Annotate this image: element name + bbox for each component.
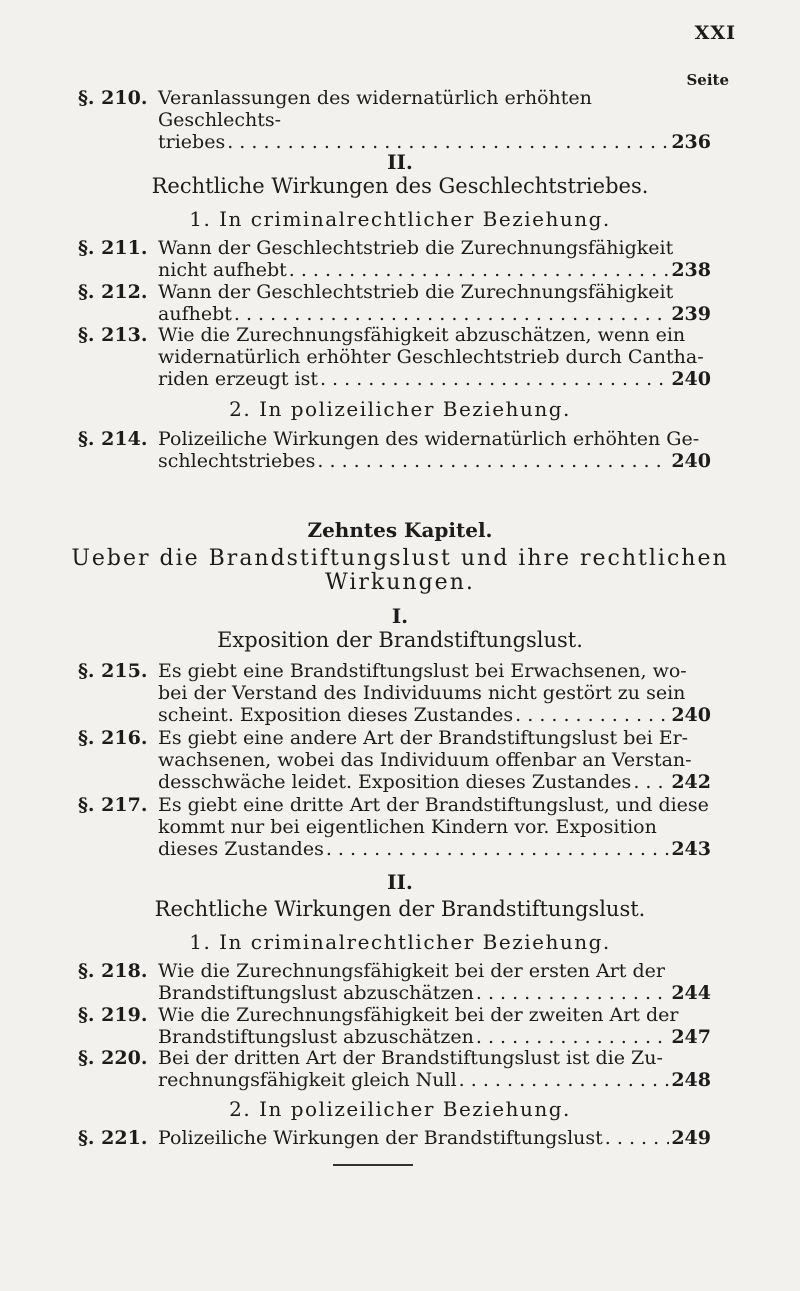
entry-text-line: Wann der Geschlechtstrieb die Zurechnungsfähigkeit — [158, 281, 674, 303]
dot-leader — [289, 259, 670, 281]
entry-text-line: Es giebt eine dritte Art der Brandstiftungslust, und diese — [158, 794, 709, 816]
entry-text-line: kommt nur bei eigentlichen Kindern vor. Exposition — [158, 816, 657, 838]
toc-entry-210 — [78, 87, 711, 153]
entry-text-line: Wie die Zurechnungsfähigkeit abzuschätzen, wenn ein — [158, 324, 686, 346]
section-number: §. 217. — [78, 794, 148, 816]
chapter-heading: Zehntes Kapitel. — [307, 518, 493, 542]
dot-leader — [234, 303, 669, 325]
section-number: §. 216. — [78, 727, 148, 749]
section-number: §. 212. — [78, 281, 148, 303]
entry-text-line: Bei der dritten Art der Brandstiftungslust ist die Zu- — [158, 1047, 663, 1069]
page-reference: 249 — [671, 1127, 711, 1149]
entry-text-last-line: dieses Zustandes — [158, 838, 324, 860]
entry-text-last-line: riden erzeugt ist — [158, 368, 318, 390]
subheading-police-2: 2. In polizeilicher Beziehung. — [229, 1097, 571, 1121]
entry-text-last-line: rechnungsfähigkeit gleich Null — [158, 1069, 457, 1091]
page-number: XXI — [694, 22, 736, 44]
subheading-police-1: 2. In polizeilicher Beziehung. — [229, 397, 571, 421]
page-reference: 240 — [671, 704, 711, 726]
entry-text-line: Polizeiliche Wirkungen des widernatürlich erhöhten Ge- — [158, 428, 700, 450]
entry-text-last-line: desschwäche leidet. Exposition dieses Zustandes — [158, 771, 632, 793]
entry-text-line: Es giebt eine andere Art der Brandstiftungslust bei Er- — [158, 727, 689, 749]
entry-text-last-line: nicht aufhebt — [158, 259, 287, 281]
page-reference: 239 — [671, 303, 711, 325]
dot-leader — [326, 838, 670, 860]
toc-entry-220 — [78, 1047, 711, 1091]
dot-leader — [320, 368, 669, 390]
toc-entry-212 — [78, 281, 711, 325]
section-number: §. 211. — [78, 237, 148, 259]
entry-text-last-line: aufhebt — [158, 303, 232, 325]
entry-text-line: Es giebt eine Brandstiftungslust bei Erwachsenen, wo- — [158, 660, 687, 682]
closing-rule — [333, 1164, 413, 1166]
entry-text-line: bei der Verstand des Individuums nicht gestört zu sein — [158, 682, 686, 704]
entry-text-line: Wann der Geschlechtstrieb die Zurechnungsfähigkeit — [158, 237, 674, 259]
dot-leader — [633, 771, 669, 793]
entry-text-line: Veranlassungen des widernatürlich erhöhten Geschlechts- — [158, 87, 592, 131]
entry-text-line: Wie die Zurechnungsfähigkeit bei der ersten Art der — [158, 960, 665, 982]
section-heading-legal-effects-sex-drive: Rechtliche Wirkungen des Geschlechtstriebes. — [151, 174, 649, 198]
section-number: §. 218. — [78, 960, 148, 982]
toc-entry-213 — [78, 324, 711, 390]
dot-leader — [476, 1026, 669, 1048]
toc-entry-218 — [78, 960, 711, 1004]
section-number: §. 213. — [78, 324, 148, 346]
subheading-criminal-law-2: 1. In criminalrechtlicher Beziehung. — [189, 930, 611, 954]
dot-leader — [515, 704, 669, 726]
section-number: §. 210. — [78, 87, 148, 109]
section-heading-legal-effects-arson: Rechtliche Wirkungen der Brandstiftungslust. — [154, 897, 646, 921]
page-reference: 236 — [671, 131, 711, 153]
page-reference: 240 — [671, 450, 711, 472]
seite-label: Seite — [686, 71, 729, 89]
toc-entry-219 — [78, 1004, 711, 1048]
page-reference: 242 — [671, 771, 711, 793]
entry-text-last-line: Brandstiftungslust abzuschätzen — [158, 1026, 474, 1048]
section-roman-i: I. — [391, 604, 409, 628]
page-reference: 240 — [671, 368, 711, 390]
dot-leader — [476, 982, 669, 1004]
section-number: §. 215. — [78, 660, 148, 682]
section-roman-ii: II. — [387, 150, 413, 174]
section-heading-exposition: Exposition der Brandstiftungslust. — [217, 628, 583, 652]
dot-leader — [459, 1069, 670, 1091]
entry-text-line: wachsenen, wobei das Individuum offenbar an Verstan- — [158, 749, 692, 771]
toc-entry-216 — [78, 727, 711, 793]
page-reference: 238 — [671, 259, 711, 281]
section-number: §. 214. — [78, 428, 148, 450]
page-reference: 248 — [671, 1069, 711, 1091]
toc-entry-217 — [78, 794, 711, 860]
entry-text-last-line: Brandstiftungslust abzuschätzen — [158, 982, 474, 1004]
subheading-criminal-law-1: 1. In criminalrechtlicher Beziehung. — [189, 207, 611, 231]
section-roman-ii-second: II. — [387, 870, 413, 894]
page-reference: 247 — [671, 1026, 711, 1048]
entry-text-last-line: triebes — [158, 131, 226, 153]
entry-text-last-line: Polizeiliche Wirkungen der Brandstiftungslust — [158, 1127, 603, 1149]
dot-leader — [317, 450, 669, 472]
section-number: §. 219. — [78, 1004, 148, 1026]
section-number: §. 221. — [78, 1127, 148, 1149]
toc-entry-214 — [78, 428, 711, 472]
entry-text-line: Wie die Zurechnungsfähigkeit bei der zweiten Art der — [158, 1004, 679, 1026]
chapter-title-line-1: Ueber die Brandstiftungslust und ihre rechtlichen — [71, 546, 729, 571]
section-number: §. 220. — [78, 1047, 148, 1069]
dot-leader — [605, 1127, 670, 1149]
toc-entry-215 — [78, 660, 711, 726]
chapter-title-line-2: Wirkungen. — [325, 570, 475, 595]
entry-text-line: widernatürlich erhöhter Geschlechtstrieb durch Cantha- — [158, 346, 704, 368]
page-reference: 243 — [671, 838, 711, 860]
toc-entry-211 — [78, 237, 711, 281]
toc-entry-221 — [78, 1127, 711, 1149]
entry-text-last-line: scheint. Exposition dieses Zustandes — [158, 704, 514, 726]
page-reference: 244 — [671, 982, 711, 1004]
entry-text-last-line: schlechtstriebes — [158, 450, 316, 472]
